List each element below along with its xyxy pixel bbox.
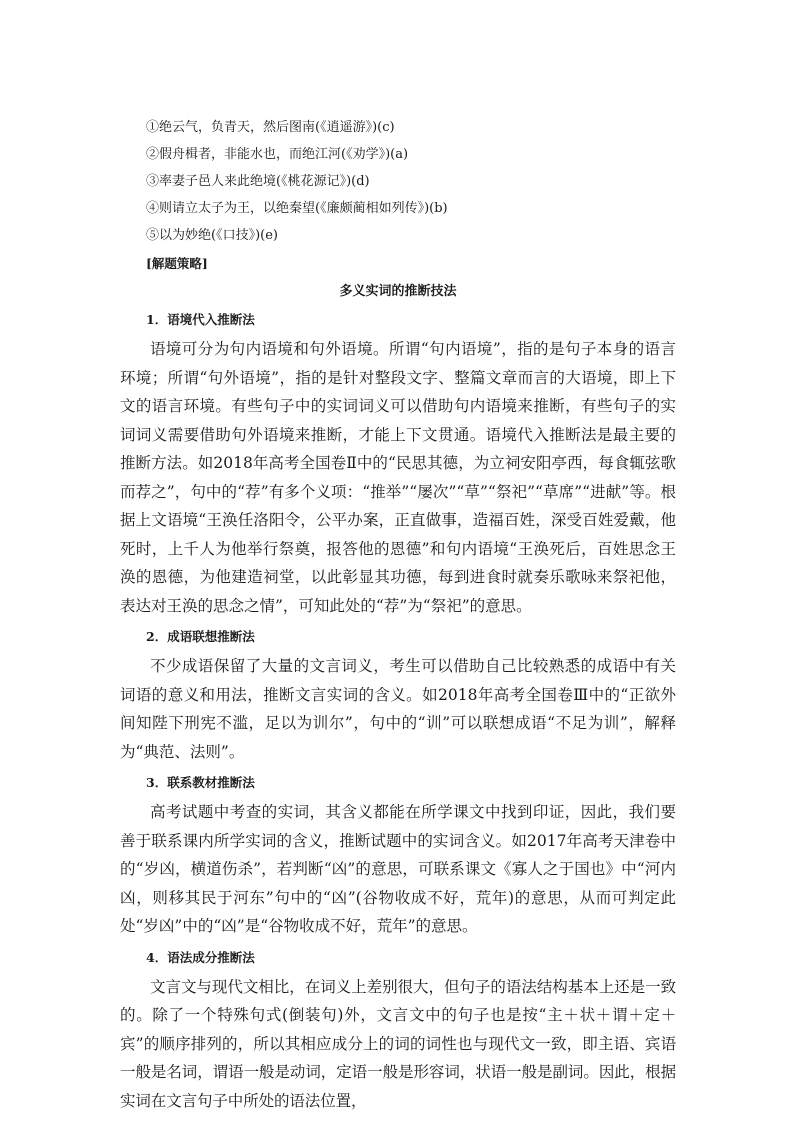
method-heading: 1．语境代入推断法 — [146, 312, 255, 327]
example-item: ④则请立太子为王，以绝秦望(《廉颇蔺相如列传》)(b) — [146, 201, 448, 216]
document-page — [120, 114, 676, 1119]
method-paragraph: 不少成语保留了大量的文言词义，考生可以借助自己比较熟悉的成语中有关词语的意义和用法，推断文言实词的含义。如2018年高考全国卷Ⅲ中的“正欲外间知陛下刑宪不滥，足以为训尔”，句中的“训”可以联想成语“不足为训”，解释为“典范、法则”。 — [120, 657, 676, 761]
section-title: 多义实词的推断技法 — [339, 284, 457, 299]
method-heading: 4．语法成分推断法 — [146, 949, 255, 965]
method-heading: 3．联系教材推断法 — [146, 775, 255, 790]
example-item: ⑤以为妙绝(《口技》)(e) — [146, 228, 278, 243]
example-item: ②假舟楫者，非能水也，而绝江河(《劝学》)(a) — [146, 147, 409, 162]
method-paragraph: 语境可分为句内语境和句外语境。所谓“句内语境”，指的是句子本身的语言环境；所谓“句外语境”，指的是针对整段文字、整篇文章而言的大语境，即上下文的语言环境。有些句子中的实词词义可以借助句内语境来推断，有些句子的实词词义需要借助句外语境来推断，才能上下文贯通。语境代入推断法是最主要的推断方法。如2018年高考全国卷Ⅱ中的“民思其德，为立祠安阳亭西，每食辄弦歌而荐之”，句中的“荐”有多个义项：“推举”“屡次”“草”“祭祀”“草席”“进献”等。根据上文语境“王涣任洛阳令，公平办案，正直做事，造福百姓，深受百姓爱戴，他死时，上千人为他举行祭奠，报答他的恩德”和句内语境“王涣死后，百姓思念王涣的恩德，为他建造祠堂，以此彰显其功德，每到进食时就奏乐歌咏来祭祀他，表达对王涣的思念之情”，可知此处的“荐”为“祭祀”的意思。 — [120, 340, 676, 615]
method-paragraph: 文言文与现代文相比，在词义上差别很大，但句子的语法结构基本上还是一致的。除了一个特殊句式(倒装句)外，文言文中的句子也是按“主＋状＋谓＋定＋宾”的顺序排列的，所以其相应成分上的词的词性也与现代文一致，即主语、宾语一般是名词，谓语一般是动词，定语一般是形容词，状语一般是副词。因此，根据实词在文言句子中所处的语法位置， — [120, 977, 676, 1110]
method-heading: 2．成语联想推断法 — [146, 629, 255, 644]
example-list — [120, 114, 676, 249]
example-item: ①绝云气，负青天，然后图南(《逍遥游》)(c) — [146, 120, 395, 135]
strategy-tag: [解题策略] — [146, 256, 208, 271]
method-paragraph: 高考试题中考查的实词，其含义都能在所学课文中找到印证，因此，我们要善于联系课内所学实词的含义，推断试题中的实词含义。如2017年高考天津卷中的“岁凶，横道伤杀”，若判断“凶”的意思，可联系课文《寡人之于国也》中“河内凶，则移其民于河东”句中的“凶”(谷物收成不好，荒年)的意思，从而可判定此处“岁凶”中的“凶”是“谷物收成不好，荒年”的意思。 — [120, 803, 676, 935]
example-item: ③率妻子邑人来此绝境(《桃花源记》)(d) — [146, 174, 370, 189]
